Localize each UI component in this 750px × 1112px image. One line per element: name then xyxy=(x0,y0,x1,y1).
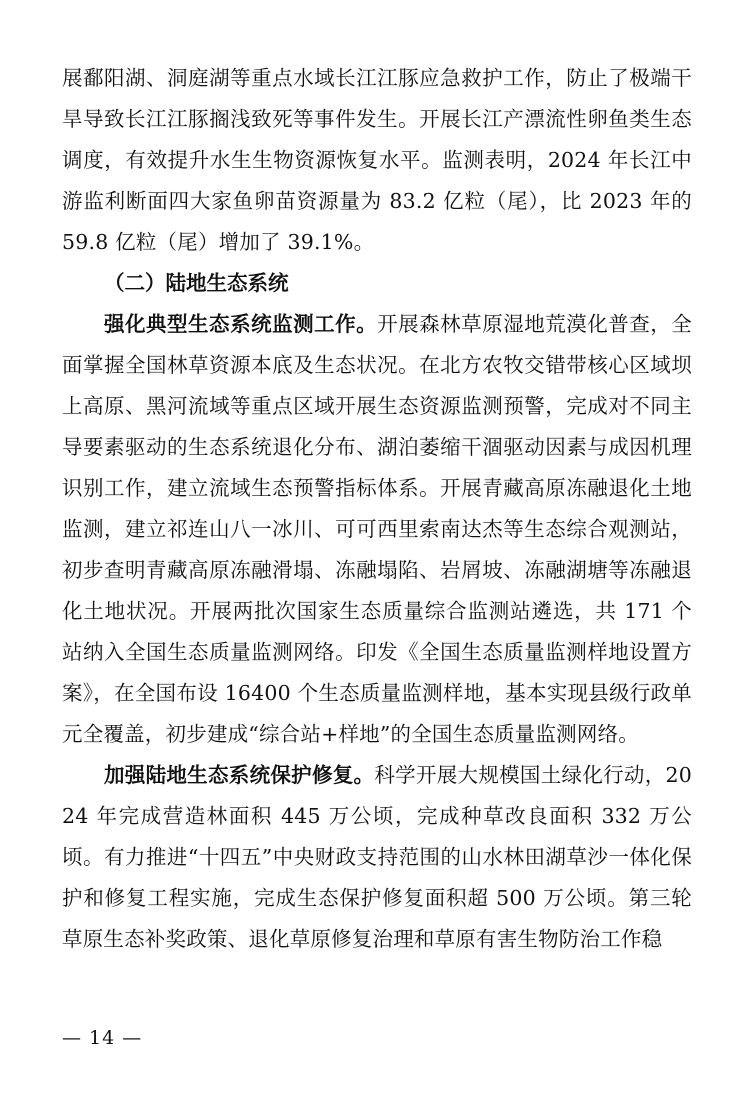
paragraph-ecosystem-monitoring xyxy=(62,304,692,755)
section-heading-terrestrial-ecosystem: （二）陆地生态系统 xyxy=(104,271,289,295)
page-content xyxy=(62,58,692,960)
paragraph-lead-restoration: 加强陆地生态系统保护修复。 xyxy=(104,763,375,787)
page-number: — 14 — xyxy=(62,1027,143,1049)
paragraph-lead-monitoring: 强化典型生态系统监测工作。 xyxy=(104,312,378,336)
paragraph-body-monitoring: 开展森林草原湿地荒漠化普查，全面掌握全国林草资源本底及生态状况。在北方农牧交错带核心区域坝上高原、黑河流域等重点区域开展生态资源监测预警，完成对不同主导要素驱动的生态系统退化分布、湖泊萎缩干涸驱动因素与成因机理识别工作，建立流域生态预警指标体系。开展青藏高原冻融退化土地监测，建立祁连山八一冰川、可可西里索南达杰等生态综合观测站，初步查明青藏高原冻融滑塌、冻融塌陷、岩屑坡、冻融湖塘等冻融退化土地状况。开展两批次国家生态质量综合监测站遴选，共 171 个站纳入全国生态质量监测网络。印发《全国生态质量监测样地设置方案》，在全国布设 16400 个生态质量监测样地，基本实现县级行政单元全覆盖，初步建成“综合站+样地”的全国生态质量监测网络。 xyxy=(62,312,692,746)
paragraph-body-restoration: 科学开展大规模国土绿化行动，2024 年完成营造林面积 445 万公顷，完成种草改良面积 332 万公顷。有力推进“十四五”中央财政支持范围的山水林田湖草沙一体化保护和修复工程实施，完成生态保护修复面积超 500 万公顷。第三轮草原生态补奖政策、退化草原修复治理和草原有害生物防治工作稳 xyxy=(62,763,692,951)
paragraph-yangtze-finless-porpoise: 展鄱阳湖、洞庭湖等重点水域长江江豚应急救护工作，防止了极端干旱导致长江江豚搁浅致死等事件发生。开展长江产漂流性卵鱼类生态调度，有效提升水生生物资源恢复水平。监测表明，2024 年长江中游监利断面四大家鱼卵苗资源量为 83.2 亿粒（尾），比 2023 年的 59.8 亿粒（尾）增加了 39.1%。 xyxy=(62,66,692,254)
paragraph-ecosystem-restoration xyxy=(62,755,692,960)
